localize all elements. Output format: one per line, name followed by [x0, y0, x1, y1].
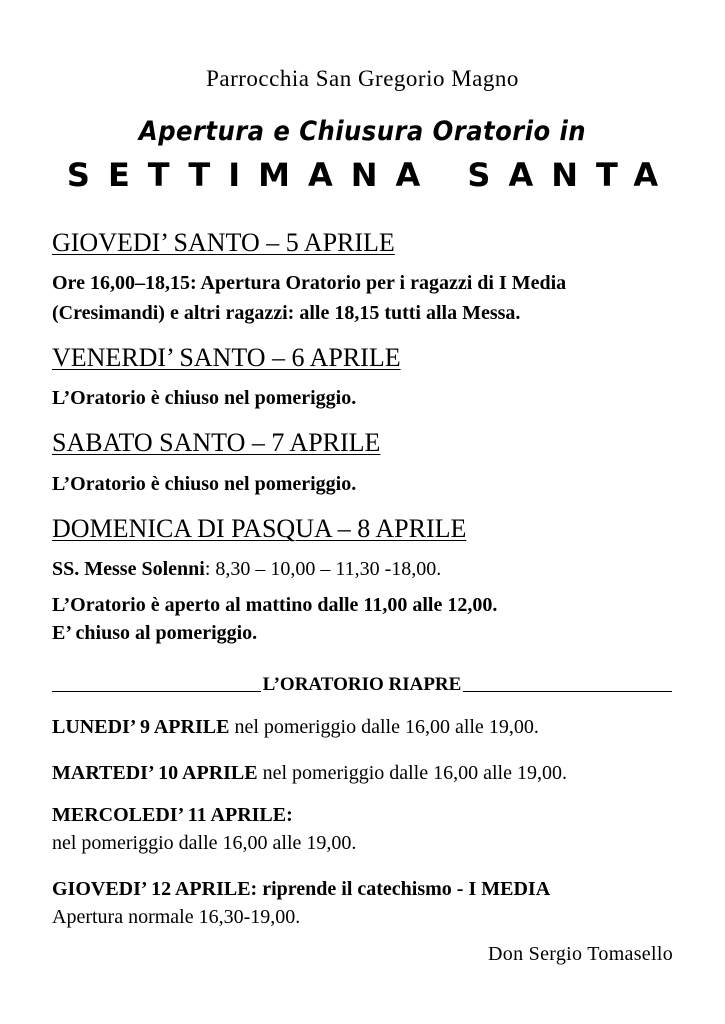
reopen-day: MARTEDI’ 10 APRILE [52, 762, 258, 784]
day-line: Ore 16,00–18,15: Apertura Oratorio per i ragazzi di I Media [52, 272, 567, 294]
reopen-day: GIOVEDI’ 12 APRILE: riprende il catechismo - I MEDIA [52, 878, 551, 900]
day-line: L’Oratorio è chiuso nel pomeriggio. [52, 387, 357, 409]
masses-label: SS. Messe Solenni [52, 558, 205, 580]
day-heading-sabato-santo: SABATO SANTO – 7 APRILE [52, 428, 381, 457]
masses-line [52, 558, 441, 581]
reopen-hours: nel pomeriggio dalle 16,00 alle 19,00. [257, 762, 567, 784]
divider-left [52, 691, 261, 692]
reopen-item [52, 762, 567, 785]
reopen-title: L’ORATORIO RIAPRE [262, 674, 462, 695]
reopen-day: LUNEDI’ 9 APRILE [52, 716, 230, 738]
signature: Don Sergio Tomasello [488, 943, 673, 965]
reopen-item [52, 716, 539, 739]
day-line: (Cresimandi) e altri ragazzi: alle 18,15 tutti alla Messa. [52, 302, 521, 324]
day-heading-venerdi-santo: VENERDI’ SANTO – 6 APRILE [52, 343, 401, 372]
reopen-banner [52, 674, 672, 696]
day-heading-domenica-pasqua: DOMENICA DI PASQUA – 8 APRILE [52, 514, 467, 543]
title-line-2: SETTIMANA SANTA [66, 156, 677, 194]
day-line: E’ chiuso al pomeriggio. [52, 622, 258, 644]
day-heading-giovedi-santo: GIOVEDI’ SANTO – 5 APRILE [52, 228, 395, 257]
parish-name: Parrocchia San Gregorio Magno [206, 66, 519, 91]
day-line: L’Oratorio è chiuso nel pomeriggio. [52, 473, 357, 495]
reopen-day: MERCOLEDI’ 11 APRILE: [52, 804, 293, 826]
reopen-hours: Apertura normale 16,30-19,00. [52, 906, 301, 928]
reopen-hours: nel pomeriggio dalle 16,00 alle 19,00. [52, 832, 357, 854]
divider-right [463, 691, 672, 692]
reopen-hours: nel pomeriggio dalle 16,00 alle 19,00. [229, 716, 539, 738]
title-line-1: Apertura e Chiusura Oratorio in [138, 116, 587, 147]
masses-times: : 8,30 – 10,00 – 11,30 -18,00. [204, 558, 442, 580]
day-line: L’Oratorio è aperto al mattino dalle 11,00 alle 12,00. [52, 594, 498, 616]
